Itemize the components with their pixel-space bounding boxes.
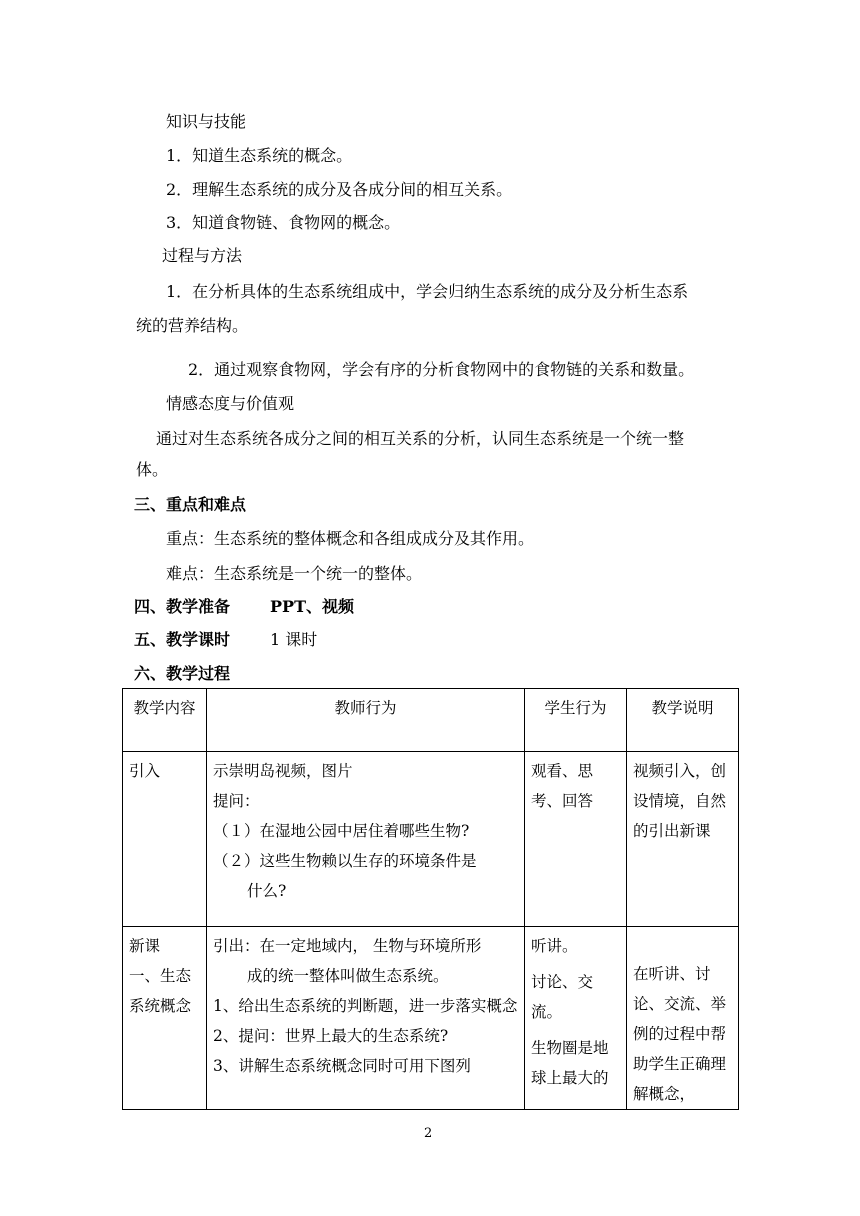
section-3-title: 三、重点和难点	[134, 495, 247, 514]
section-4-title: 四、教学准备	[134, 597, 231, 616]
new-lesson-teacher-line3: 2、提问：世界上最大的生态系统?	[213, 1027, 449, 1045]
difficult-point: 难点：生态系统是一个统一的整体。	[166, 564, 423, 583]
new-lesson-teacher-line2: 1、给出生态系统的判断题，进一步落实概念	[213, 997, 518, 1015]
new-lesson-student	[525, 927, 627, 1110]
intro-note: 视频引入，创设情境，自然的引出新课	[627, 752, 739, 927]
intro-teacher-line3: （１）在湿地公园中居住着哪些生物?	[213, 822, 470, 840]
new-lesson-note-text: 在听讲、讨论、交流、举例的过程中帮助学生正确理解概念，	[633, 965, 727, 1103]
knowledge-heading: 知识与技能	[166, 112, 247, 131]
new-lesson-content-line1: 新课	[129, 937, 161, 955]
section-5-value: 1 课时	[270, 630, 318, 649]
intro-teacher-line1: 示崇明岛视频，图片	[213, 762, 353, 780]
process-item-1-line2: 统的营养结构。	[136, 316, 249, 335]
intro-teacher-line4b: 什么?	[247, 882, 287, 900]
teaching-process-table	[122, 688, 739, 1110]
key-point: 重点：生态系统的整体概念和各组成成分及其作用。	[166, 529, 535, 548]
new-lesson-teacher	[207, 927, 525, 1110]
table-header-row	[123, 689, 739, 752]
knowledge-item-3: 3．知道食物链、食物网的概念。	[166, 213, 401, 232]
table-row-intro	[123, 752, 739, 927]
new-lesson-note	[627, 927, 739, 1110]
emotion-item-line1: 通过对生态系统各成分之间的相互关系的分析，认同生态系统是一个统一整	[156, 429, 685, 448]
intro-student: 观看、思考、回答	[525, 752, 627, 927]
emotion-heading: 情感态度与价值观	[166, 394, 295, 413]
process-item-1-line1: 1．在分析具体的生态系统组成中，学会归纳生态系统的成分及分析生态系	[166, 282, 689, 301]
new-lesson-content	[123, 927, 207, 1110]
new-lesson-teacher-line1a: 引出：在一定地域内， 生物与环境所形	[213, 937, 482, 955]
intro-teacher-line2: 提问：	[213, 792, 260, 810]
intro-content: 引入	[123, 752, 207, 927]
intro-teacher-line4a: （２）这些生物赖以生存的环境条件是	[213, 852, 477, 870]
table-row-new-lesson	[123, 927, 739, 1110]
intro-teacher	[207, 752, 525, 927]
knowledge-item-2: 2．理解生态系统的成分及各成分间的相互关系。	[166, 180, 513, 199]
header-student: 学生行为	[525, 689, 627, 752]
section-5-title: 五、教学课时	[134, 630, 231, 649]
new-lesson-content-line2: 一、生态系统概念	[129, 967, 192, 1015]
section-4-value: PPT、视频	[270, 597, 354, 616]
new-lesson-teacher-line1b: 成的统一整体叫做生态系统。	[247, 967, 449, 985]
page-number: 2	[424, 1126, 433, 1141]
header-teacher: 教师行为	[207, 689, 525, 752]
new-lesson-student-line2: 讨论、交流。	[531, 973, 594, 1021]
section-6-title: 六、教学过程	[134, 664, 231, 683]
new-lesson-teacher-line4: 3、讲解生态系统概念同时可用下图列	[213, 1057, 471, 1075]
new-lesson-student-line1: 听讲。	[531, 937, 578, 955]
process-item-2: 2．通过观察食物网，学会有序的分析食物网中的食物链的关系和数量。	[188, 360, 695, 379]
header-note: 教学说明	[627, 689, 739, 752]
emotion-item-line2: 体。	[136, 460, 169, 479]
knowledge-item-1: 1．知道生态系统的概念。	[166, 146, 353, 165]
process-heading: 过程与方法	[162, 246, 243, 265]
new-lesson-student-line3: 生物圈是地球上最大的	[531, 1039, 609, 1087]
header-content: 教学内容	[123, 689, 207, 752]
